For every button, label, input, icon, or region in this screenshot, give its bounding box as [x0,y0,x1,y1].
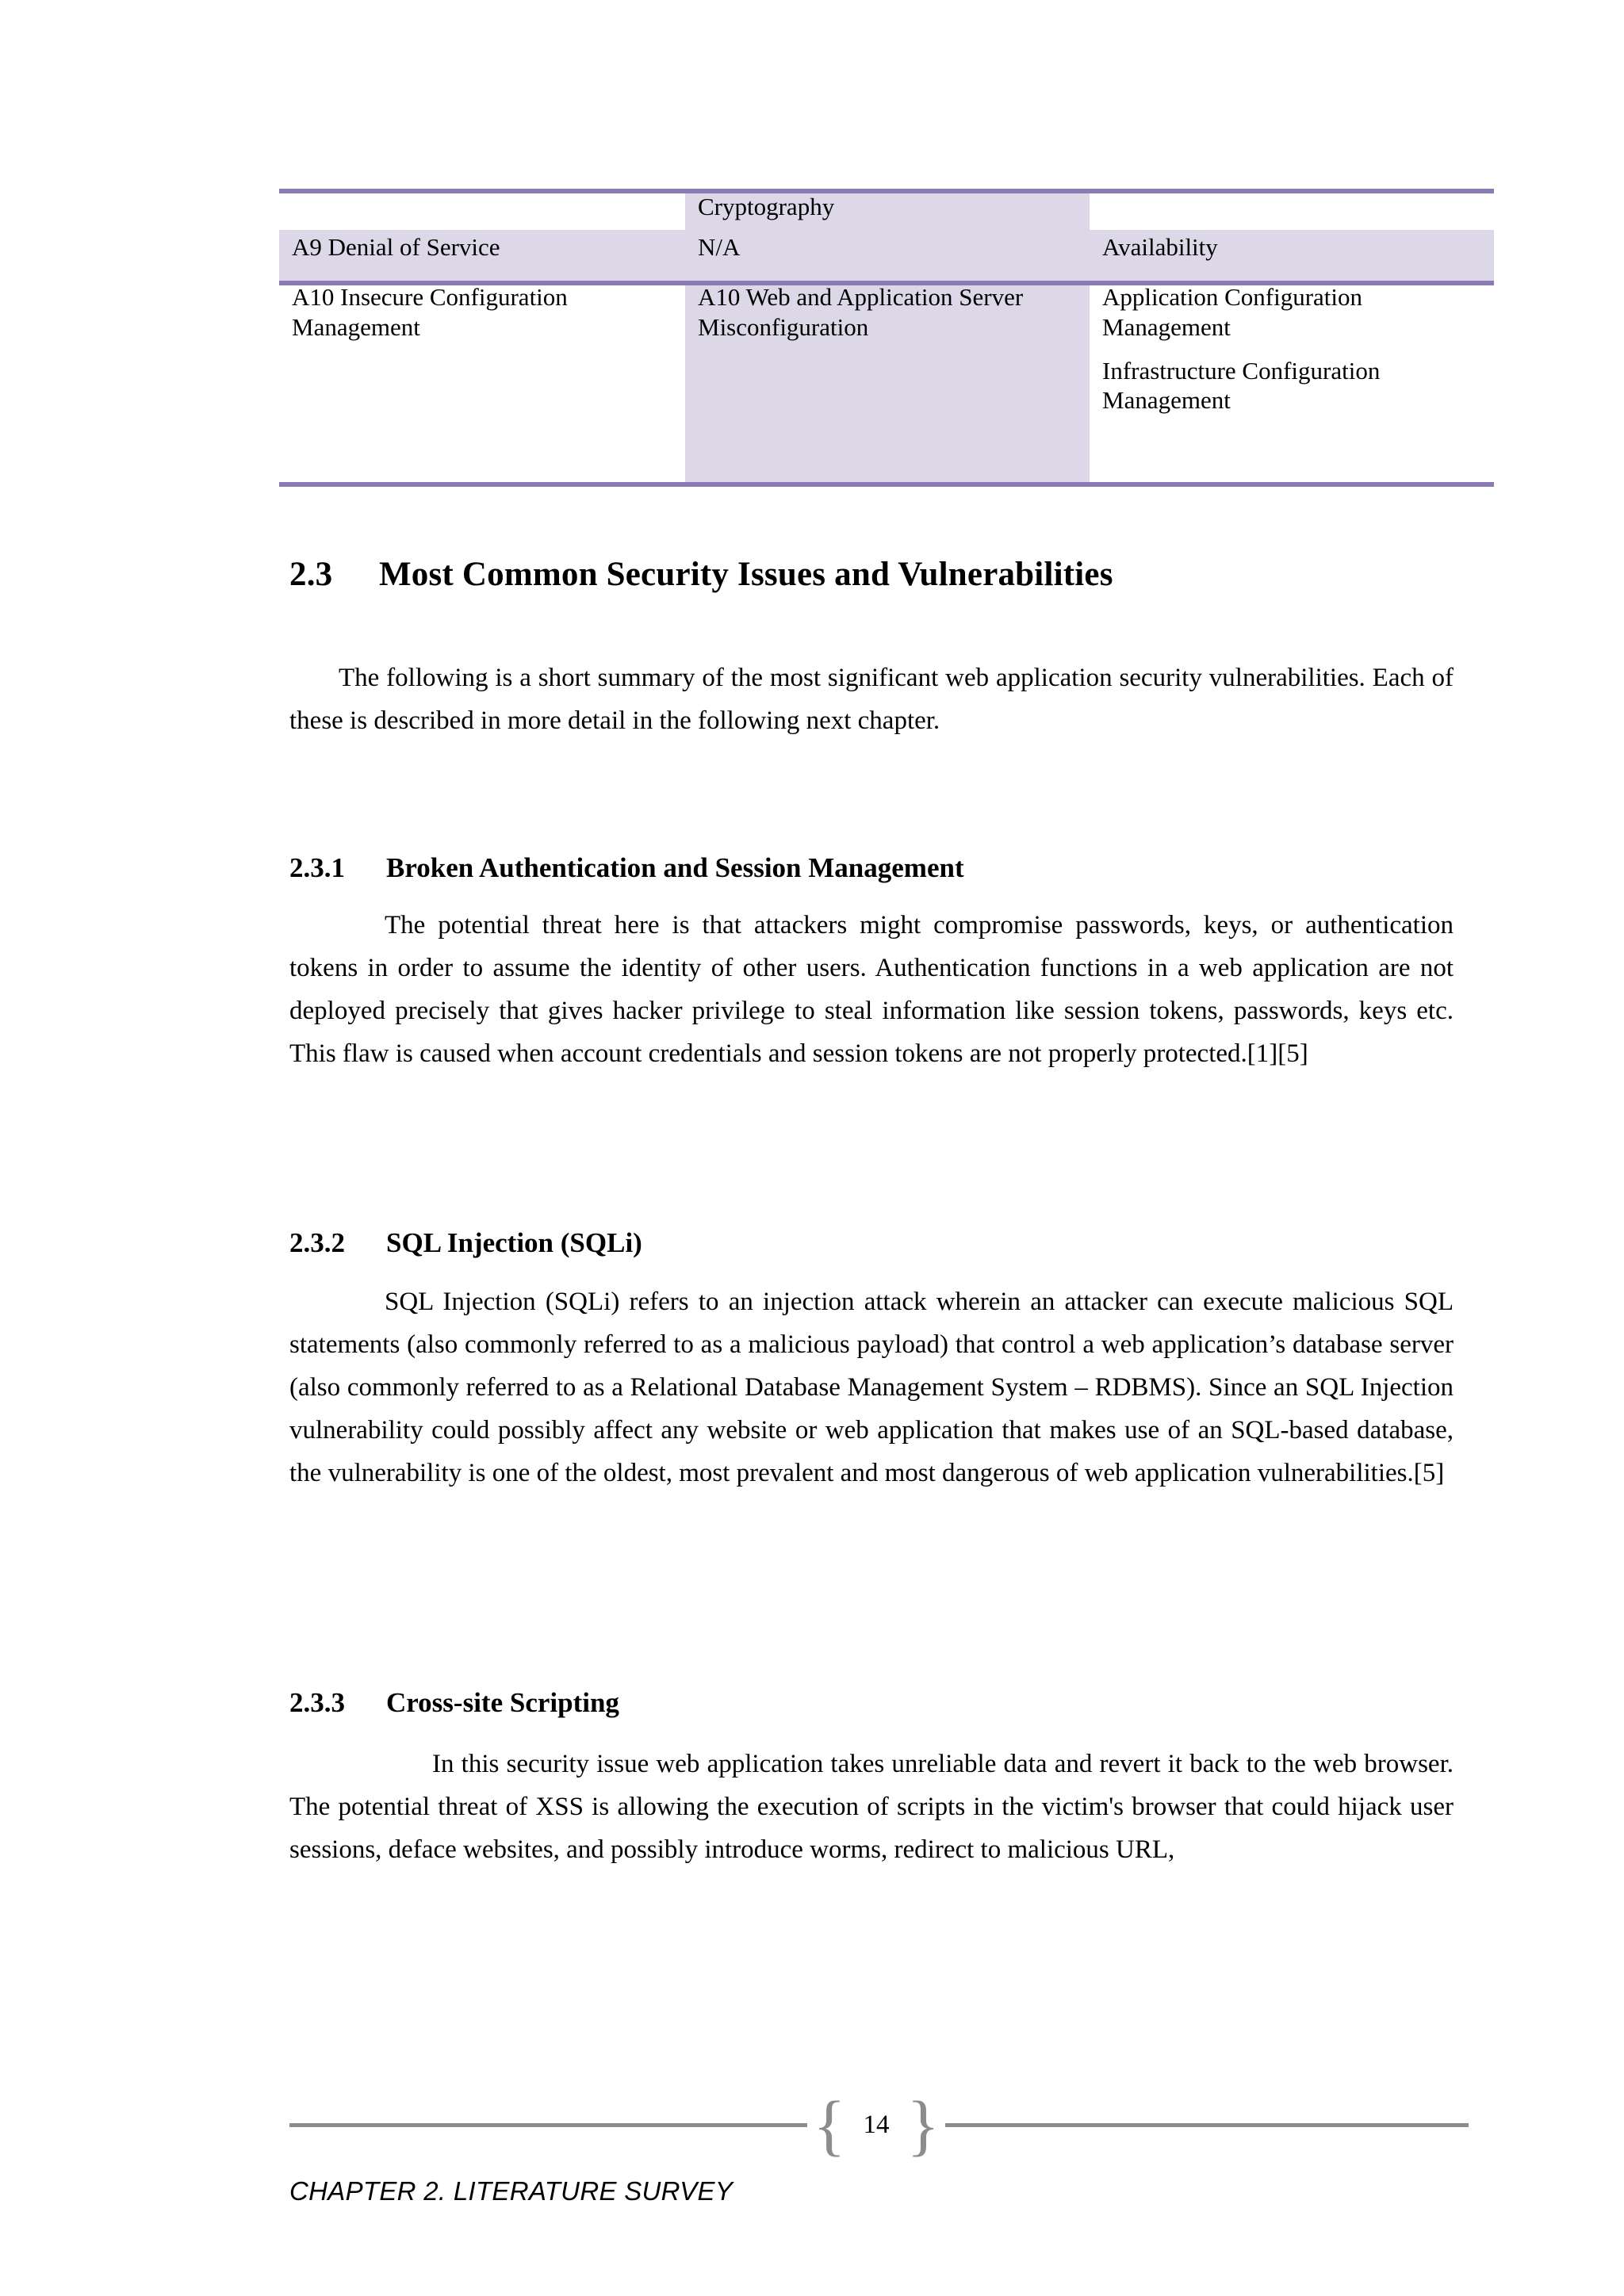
subsection-number: 2.3.1 [289,852,345,883]
table-cell-col1: A9 Denial of Service [292,233,500,262]
subsection-number: 2.3.3 [289,1687,345,1718]
paragraph-2-3-2-body: SQL Injection (SQLi) refers to an injection attack wherein an attacker can execute malicious SQL statements (also commonly referred to as a malicious payload) that control a web application’s database server (also commonly referred to as a Relational Database Management System – RDBMS). Since an SQL Injection vulnerability could possibly affect any website or web application that makes use of an SQL-based database, the vulnerability is one of the oldest, most prevalent and most dangerous of web application vulnerabilities.[5] [289,1288,1454,1487]
table-cell-col2: Cryptography [698,193,835,220]
section-heading-2-3-3 [289,1687,1455,1719]
right-brace-icon: } [906,2087,940,2163]
table-cell-col3: Availability [1102,233,1218,262]
section-title: Most Common Security Issues and Vulnerabilities [379,556,1113,593]
paragraph-2-3-3-body: In this security issue web application takes unreliable data and revert it back to the web browser. The potential threat of XSS is allowing the execution of scripts in the victim's browser that could hijack user sessions, deface websites, and possibly introduce worms, redirect to malicious URL, [289,1750,1454,1864]
paragraph-2-3-1-body: The potential threat here is that attackers might compromise passwords, keys, or authentication tokens in order to assume the identity of other users. Authentication functions in a web application are not deployed precisely that gives hacker privilege to steal information like session tokens, passwords, keys etc. This flaw is caused when account credentials and session tokens are not properly protected.[1][5] [289,911,1454,1068]
chapter-footer-label: CHAPTER 2. LITERATURE SURVEY [289,2176,733,2206]
section-heading-2-3 [289,555,1455,594]
subsection-title: Broken Authentication and Session Management [386,852,964,883]
page-number: 14 [863,2110,890,2139]
subsection-title: SQL Injection (SQLi) [386,1227,642,1258]
table-cell-col1 [279,189,685,226]
table-row [279,279,1494,419]
page-number-ornament [807,2082,945,2168]
section-heading-2-3-2 [289,1227,1455,1259]
table-cell-col3 [1090,189,1494,226]
subsection-title: Cross-site Scripting [386,1687,619,1718]
section-heading-2-3-1 [289,852,1455,884]
table-bottom-rule [279,482,1494,487]
table-cell-col3 [1090,279,1494,419]
left-brace-icon: { [813,2087,846,2163]
section-number: 2.3 [289,556,333,593]
subsection-number: 2.3.2 [289,1227,345,1258]
table-cell-col2: N/A [698,233,741,262]
table-cell-col1: A10 Insecure Configuration Management [292,283,568,341]
table-row [279,189,1494,226]
table-row [279,229,1494,266]
table-cell-col3-line-1: Application Configuration Management [1102,283,1363,341]
footer-rule-right [945,2123,1469,2127]
table-cell-col2: A10 Web and Application Server Misconfiguration [698,283,1024,341]
paragraph-2-3-intro: The following is a short summary of the most significant web application security vulnerabilities. Each of these is described in more detail in the following next chapter. [289,664,1454,735]
footer-rule-left [289,2123,807,2127]
table-cell-col3-line-2: Infrastructure Configuration Management [1102,356,1381,414]
